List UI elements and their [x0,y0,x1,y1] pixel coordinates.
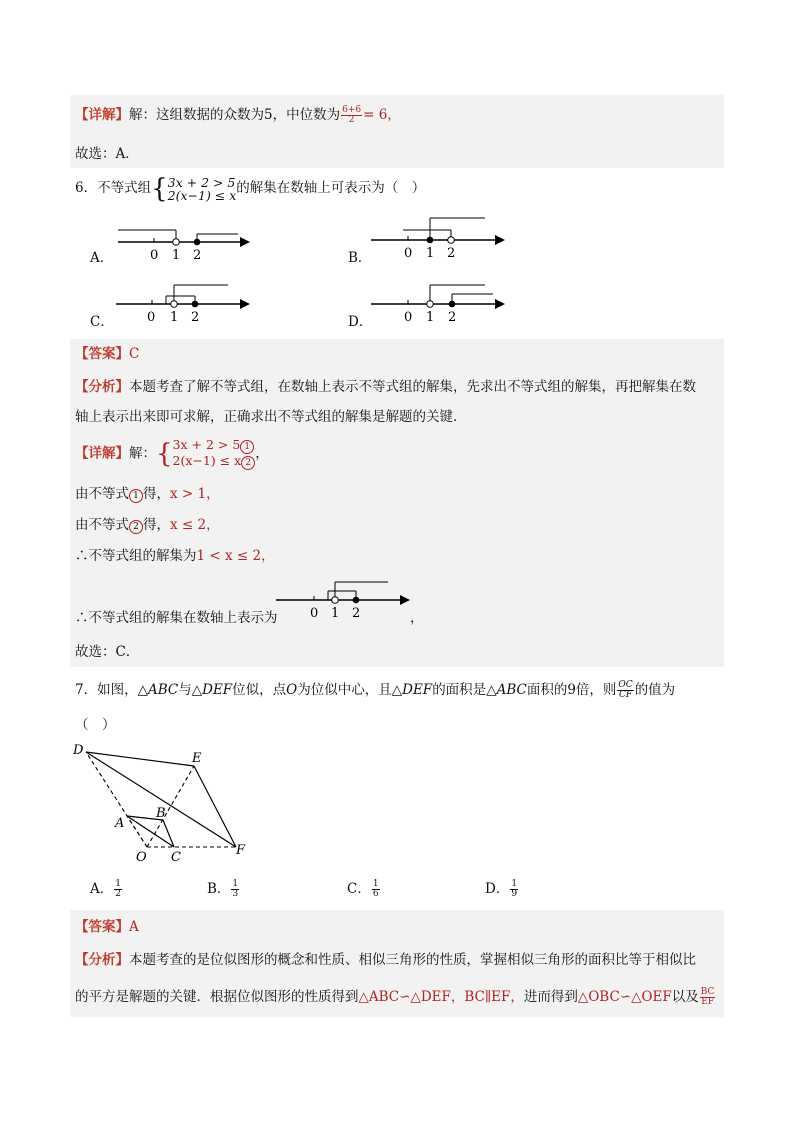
tick-label-2: 2 [448,310,457,325]
q6-step-1: 由不等式 1 得，x > 1， [75,486,220,502]
q6-analysis-line-1: 【分析】本题考查了解不等式组，在数轴上表示不等式组的解集，先求出不等式组的解集，再把解集在数 [75,379,696,395]
q7-answer-line [75,918,139,936]
q5-choose: 故选：A． [75,146,139,162]
q7-paren: （ ） [75,717,116,733]
q6-option-d-label: D． [348,314,373,330]
q7-ratio-fraction: $\frac{OC}{CF}$ [618,680,633,700]
q6-step-4: ∴不等式组的解集在数轴上表示为 [75,610,278,626]
q6-step-3: ∴不等式组的解集为1 < x ≤ 2， [75,548,275,564]
circled-one-icon: 1 [129,489,143,503]
q7-figure [70,740,260,870]
q7-analysis-line-1: 【分析】本题考查的是位似图形的概念和性质、相似三角形的性质，掌握相似三角形的面积比等于相似比 [75,952,696,968]
circled-two-icon: 2 [129,520,143,534]
tick-label-0: 0 [310,606,319,621]
q6-step-2: 由不等式 2 得，x ≤ 2， [75,517,220,533]
tick-label-0: 0 [404,246,413,261]
detail-result: = 6， [363,107,401,123]
tick-label-1: 1 [426,246,435,261]
answer-tag: 【答案】 [75,346,129,362]
q6-detail-line: 【详解】解：{ 3x + 2 > 5 1 2(x−1) ≤ x 2 ， [75,437,269,469]
label-d: D [73,743,84,758]
label-a: A [115,816,125,831]
tick-label-2: 2 [447,246,456,261]
detail-text: 解：这组数据的众数为5，中位数为 [129,107,341,123]
tick-label-2: 2 [352,606,361,621]
tick-label-0: 0 [150,248,159,263]
q7-option-b: B． $\frac{1}{3}$ [207,879,239,899]
q6-analysis-line-2: 轴上表示出来即可求解，正确求出不等式组的解集是解题的关键． [75,409,467,425]
q6-detail-system: 3x + 2 > 5 1 2(x−1) ≤ x 2 [173,438,256,470]
circled-one-icon: 1 [240,440,254,454]
detail-tag: 【详解】 [75,445,129,462]
q6-answer-line [75,345,139,363]
q6-option-d-numberline [365,276,510,328]
q6-option-a-label: A． [90,250,114,266]
q6-prefix: 6．不等式组 [75,180,152,196]
q6-system: 3x + 2 > 5 2(x−1) ≤ x [167,174,237,203]
analysis-tag: 【分析】 [75,379,129,395]
q7-option-d: D． $\frac{1}{9}$ [485,879,518,899]
label-f: F [236,843,246,858]
q6-option-c-label: C． [90,314,114,330]
detail-tag: 【详解】 [75,107,129,123]
tick-label-2: 2 [191,310,200,325]
answer-value: C [129,346,140,362]
label-o: O [136,850,147,865]
q6-option-c-numberline [110,276,255,328]
q6-option-b-label: B． [348,250,372,266]
label-b: B [156,806,166,821]
tick-label-0: 0 [147,310,156,325]
q6-stem [75,173,425,203]
analysis-fraction: $\frac{BC}{EF}$ [700,987,715,1007]
analysis-tag: 【分析】 [75,952,129,968]
label-e: E [192,751,202,766]
q6-option-b-numberline [365,210,510,262]
answer-tag: 【答案】 [75,919,129,935]
brace-icon: { [151,173,168,204]
q7-stem-line-1: 7．如图，△ABC与△DEF位似，点O为位似中心，且△DEF的面积是△ABC面积的9倍，则 $\frac{OC}{CF}$ 的值为 [75,680,676,700]
answer-value: A [129,919,139,935]
q6-step-4-end: ， [410,610,424,626]
q6-suffix: 的解集在数轴上可表示为（ ） [236,180,426,196]
median-fraction: $\frac{6+6}{2}$ [342,105,362,125]
circled-two-icon: 2 [241,456,255,470]
label-c: C [171,850,181,865]
brace-icon: { [156,439,173,469]
tick-label-1: 1 [331,606,340,621]
q6-solution-numberline [272,574,417,624]
tick-label-0: 0 [404,310,413,325]
q7-option-c: C． $\frac{1}{6}$ [347,879,379,899]
q6-option-a-numberline [110,212,255,264]
tick-label-1: 1 [172,248,181,263]
tick-label-1: 1 [426,310,435,325]
tick-label-2: 2 [193,248,202,263]
q6-choose: 故选：C． [75,644,140,660]
q7-analysis-line-2: 的平方是解题的关键．根据位似图形的性质得到△ABC∽△DEF，BC∥EF，进而得到△OBC∽△OEF以及 $\frac{BC}{EF}$ [75,987,715,1007]
q5-detail-line [75,106,401,125]
q7-option-a: A． $\frac{1}{2}$ [90,879,121,899]
tick-label-1: 1 [170,310,179,325]
